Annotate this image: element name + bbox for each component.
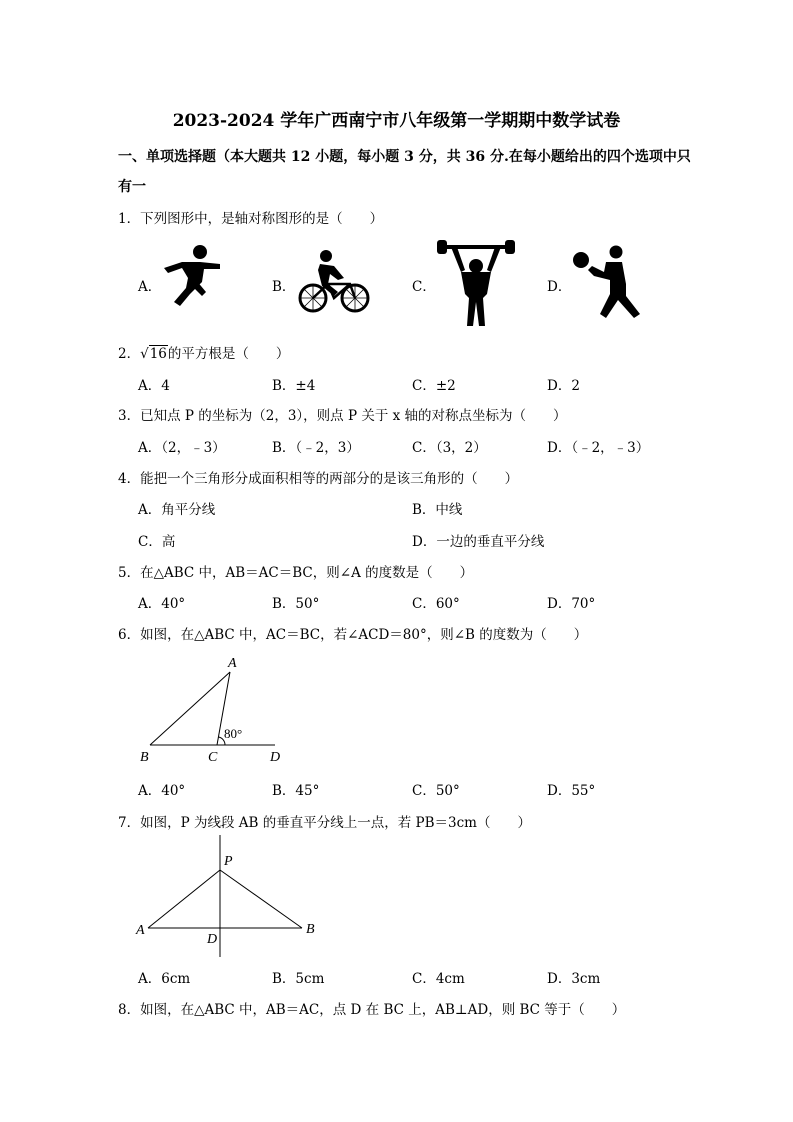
q6-label-a: A bbox=[228, 656, 237, 671]
q7-label-b: B bbox=[306, 922, 315, 937]
q3-option-c[interactable]: C．（3，2） bbox=[412, 440, 487, 456]
q7-bisector-figure bbox=[134, 835, 324, 965]
q2-suffix: 的平方根是（ ） bbox=[167, 346, 290, 362]
q6-option-a[interactable]: A．40° bbox=[138, 783, 186, 799]
q4-option-a[interactable]: A．角平分线 bbox=[138, 502, 216, 518]
q1-option-b[interactable]: B． bbox=[272, 279, 296, 295]
q4-option-c[interactable]: C．高 bbox=[138, 534, 176, 550]
q7-label-d: D bbox=[207, 932, 218, 947]
q7-option-b[interactable]: B．5cm bbox=[272, 971, 325, 987]
q5-option-c[interactable]: C．60° bbox=[412, 596, 460, 612]
q6-label-d: D bbox=[270, 750, 281, 765]
q7-option-c[interactable]: C．4cm bbox=[412, 971, 465, 987]
q5-option-b[interactable]: B．50° bbox=[272, 596, 320, 612]
q1-option-a[interactable]: A． bbox=[138, 279, 162, 295]
running-person-icon bbox=[160, 242, 230, 312]
q3-option-a[interactable]: A．（2，﹣3） bbox=[138, 440, 226, 456]
q3-option-d[interactable]: D．（﹣2，﹣3） bbox=[547, 440, 650, 456]
page-title: 2023-2024 学年广西南宁市八年级第一学期期中数学试卷 bbox=[172, 111, 621, 131]
q3-option-b[interactable]: B．（﹣2，3） bbox=[272, 440, 360, 456]
q6-option-c[interactable]: C．50° bbox=[412, 783, 460, 799]
question-1-stem: 1．下列图形中，是轴对称图形的是（ ） bbox=[118, 211, 384, 227]
question-3-stem: 3．已知点 P 的坐标为（2，3），则点 P 关于 x 轴的对称点坐标为（ ） bbox=[118, 408, 567, 424]
q2-prefix: 2． bbox=[118, 346, 141, 362]
question-8-stem: 8．如图，在△ABC 中，AB＝AC，点 D 在 BC 上，AB⊥AD，则 BC 等于（ ） bbox=[118, 1002, 626, 1018]
q5-option-d[interactable]: D．70° bbox=[547, 596, 596, 612]
q6-option-b[interactable]: B．45° bbox=[272, 783, 320, 799]
q6-angle-label: 80° bbox=[224, 726, 243, 741]
q6-label-c: C bbox=[208, 750, 218, 765]
q2-option-b[interactable]: B．±4 bbox=[272, 378, 316, 394]
volleyball-player-icon bbox=[570, 244, 644, 320]
q1-option-c[interactable]: C． bbox=[412, 279, 436, 295]
question-7-stem: 7．如图，P 为线段 AB 的垂直平分线上一点，若 PB＝3cm（ ） bbox=[118, 815, 531, 831]
section-heading: 一、单项选择题（本大题共 12 小题，每小题 3 分，共 36 分.在每小题给出的四个选项中只 bbox=[118, 149, 691, 165]
section-heading-cont: 有一 bbox=[118, 179, 146, 195]
q7-option-a[interactable]: A．6cm bbox=[138, 971, 191, 987]
q4-option-b[interactable]: B．中线 bbox=[412, 502, 463, 518]
cyclist-icon bbox=[298, 248, 372, 314]
weightlifter-icon bbox=[437, 238, 515, 328]
question-4-stem: 4．能把一个三角形分成面积相等的两部分的是该三角形的（ ） bbox=[118, 471, 519, 487]
q6-triangle-figure bbox=[140, 655, 300, 765]
sqrt-symbol: √16 bbox=[140, 346, 167, 362]
q7-label-a: A bbox=[136, 923, 145, 938]
q1-option-d[interactable]: D． bbox=[547, 279, 572, 295]
question-2-stem bbox=[118, 342, 289, 362]
q2-option-d[interactable]: D．2 bbox=[547, 378, 580, 394]
q7-option-d[interactable]: D．3cm bbox=[547, 971, 601, 987]
q2-radicand: 16 bbox=[149, 346, 167, 362]
q4-option-d[interactable]: D．一边的垂直平分线 bbox=[412, 534, 545, 550]
q7-label-p: P bbox=[224, 854, 233, 869]
question-5-stem: 5．在△ABC 中，AB＝AC＝BC，则∠A 的度数是（ ） bbox=[118, 565, 474, 581]
q6-option-d[interactable]: D．55° bbox=[547, 783, 596, 799]
q5-option-a[interactable]: A．40° bbox=[138, 596, 186, 612]
q6-label-b: B bbox=[140, 750, 149, 765]
q2-option-a[interactable]: A．4 bbox=[138, 378, 170, 394]
question-6-stem: 6．如图，在△ABC 中，AC＝BC，若∠ACD＝80°，则∠B 的度数为（ ） bbox=[118, 627, 588, 643]
q2-option-c[interactable]: C．±2 bbox=[412, 378, 456, 394]
